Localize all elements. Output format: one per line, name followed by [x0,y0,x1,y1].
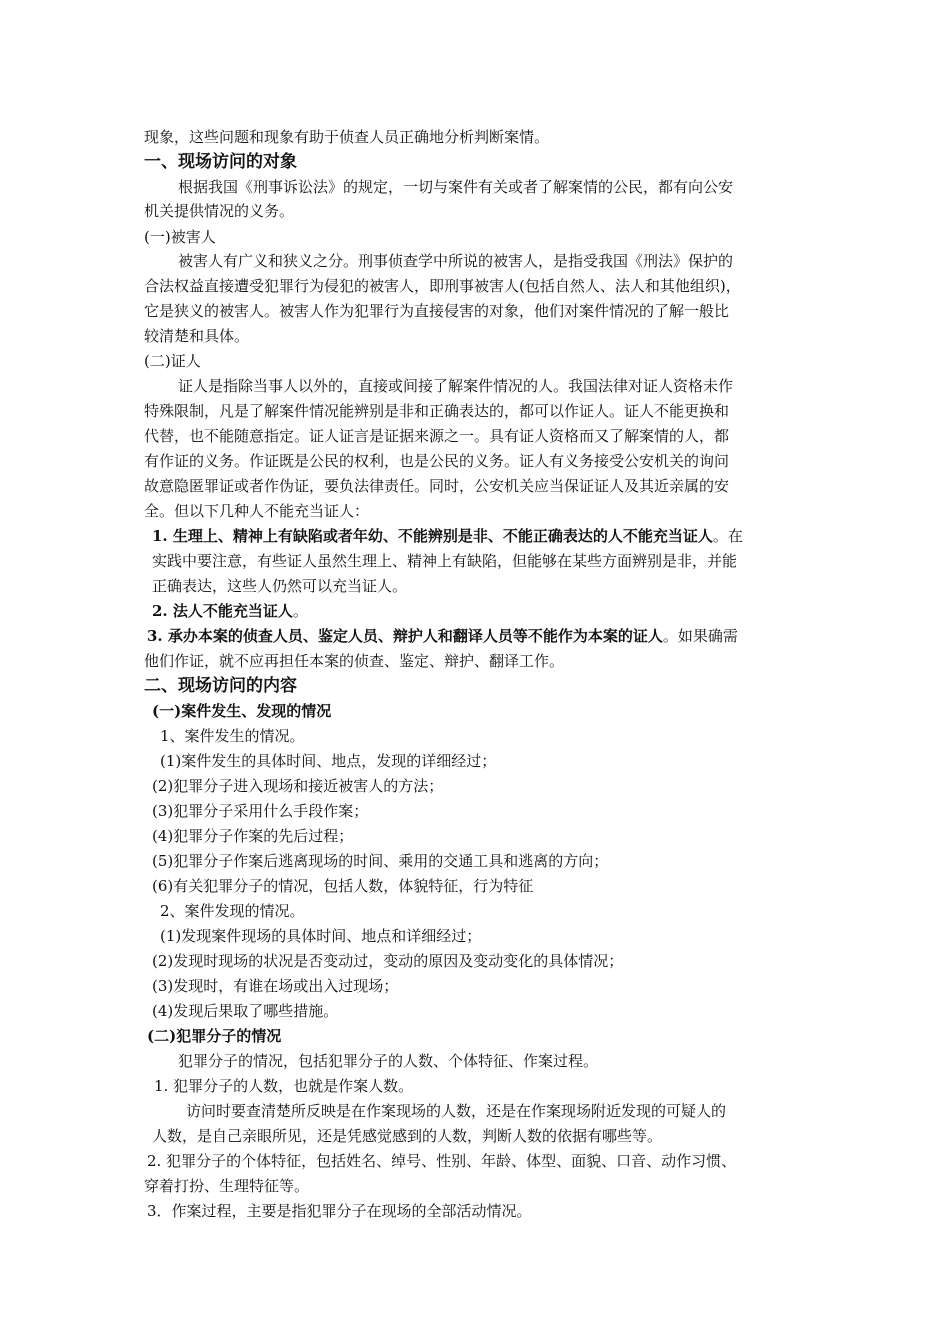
list-item: (6)有关犯罪分子的情况，包括人数，体貌特征，行为特征 [152,877,534,895]
paragraph-line: 它是狭义的被害人。被害人作为犯罪行为直接侵害的对象，他们对案件情况的了解一般比 [144,302,730,320]
paragraph-line: 被害人有广义和狭义之分。刑事侦查学中所说的被害人，是指受我国《刑法》保护的 [178,252,734,270]
list-item: (3)犯罪分子采用什么手段作案； [152,802,369,820]
subsection-heading: (二)犯罪分子的情况 [147,1027,282,1045]
list-item [152,601,308,621]
list-item: (4)犯罪分子作案的先后过程； [152,827,354,845]
list-item: (4)发现后果取了哪些措施。 [152,1002,339,1020]
paragraph-line: 有作证的义务。作证既是公民的权利，也是公民的义务。证人有义务接受公安机关的询问 [144,452,730,470]
paragraph-line: 穿着打扮、生理特征等。 [144,1177,310,1195]
paragraph-line: 证人是指除当事人以外的，直接或间接了解案件情况的人。我国法律对证人资格未作 [178,377,734,395]
paragraph-line: 机关提供情况的义务。 [144,202,295,220]
paragraph-line: 根据我国《刑事诉讼法》的规定，一切与案件有关或者了解案情的公民，都有向公安 [178,178,734,196]
emphasis-text: 2. 法人不能充当证人 [152,602,293,620]
list-item: (1)案件发生的具体时间、地点，发现的详细经过； [160,752,497,770]
paragraph-line: 犯罪分子的情况，包括犯罪分子的人数、个体特征、作案过程。 [178,1052,599,1070]
emphasis-text: 3. 承办本案的侦查人员、鉴定人员、辩护人和翻译人员等不能作为本案的证人 [147,627,663,645]
list-title: 1、案件发生的情况。 [160,727,305,745]
list-item: 1. 犯罪分子的人数，也就是作案人数。 [154,1077,414,1095]
item-text: 。在 [712,527,743,545]
paragraph-line: 特殊限制，凡是了解案件情况能辨别是非和正确表达的，都可以作证人。证人不能更换和 [144,402,730,420]
paragraph-line: 他们作证，就不应再担任本案的侦查、鉴定、辩护、翻译工作。 [144,652,565,670]
section-heading: 二、现场访问的内容 [144,676,297,696]
paragraph-line: 故意隐匿罪证或者作伪证，要负法律责任。同时，公安机关应当保证证人及其近亲属的安 [144,477,730,495]
subsection-heading: (二)证人 [144,352,201,370]
paragraph-line: 代替，也不能随意指定。证人证言是证据来源之一。具有证人资格而又了解案情的人，都 [144,427,730,445]
list-item: (1)发现案件现场的具体时间、地点和详细经过； [160,927,482,945]
item-text: 。 [292,602,308,620]
list-item: (2)犯罪分子进入现场和接近被害人的方法； [152,777,444,795]
item-text: 。如果确需 [662,627,738,645]
emphasis-text: 1. 生理上、精神上有缺陷或者年幼、不能辨别是非、不能正确表达的人不能充当证人 [152,527,713,545]
intro-line: 现象，这些问题和现象有助于侦查人员正确地分析判断案情。 [144,128,550,146]
list-item [152,526,743,546]
subsection-heading: (一)被害人 [144,228,216,246]
list-item: 3．作案过程，主要是指犯罪分子在现场的全部活动情况。 [147,1202,532,1220]
list-item: 2. 犯罪分子的个体特征，包括姓名、绰号、性别、年龄、体型、面貌、口音、动作习惯、 [147,1152,737,1170]
paragraph-line: 实践中要注意，有些证人虽然生理上、精神上有缺陷，但能够在某些方面辨别是非，并能 [152,552,738,570]
list-item [147,626,738,646]
list-item: (5)犯罪分子作案后逃离现场的时间、乘用的交通工具和逃离的方向； [152,852,609,870]
subsection-heading: (一)案件发生、发现的情况 [152,702,332,720]
paragraph-line: 人数，是自己亲眼所见，还是凭感觉感到的人数，判断人数的依据有哪些等。 [152,1127,663,1145]
paragraph-line: 全。但以下几种人不能充当证人： [144,502,370,520]
section-heading: 一、现场访问的对象 [144,152,297,172]
list-title: 2、案件发现的情况。 [160,902,305,920]
paragraph-line: 较清楚和具体。 [144,327,250,345]
paragraph-line: 访问时要查清楚所反映是在作案现场的人数，还是在作案现场附近发现的可疑人的 [186,1102,727,1120]
paragraph-line: 正确表达，这些人仍然可以充当证人。 [152,577,408,595]
paragraph-line: 合法权益直接遭受犯罪行为侵犯的被害人，即刑事被害人(包括自然人、法人和其他组织)， [144,277,741,295]
list-item: (2)发现时现场的状况是否变动过，变动的原因及变动变化的具体情况； [152,952,624,970]
list-item: (3)发现时，有谁在场或出入过现场； [152,977,399,995]
